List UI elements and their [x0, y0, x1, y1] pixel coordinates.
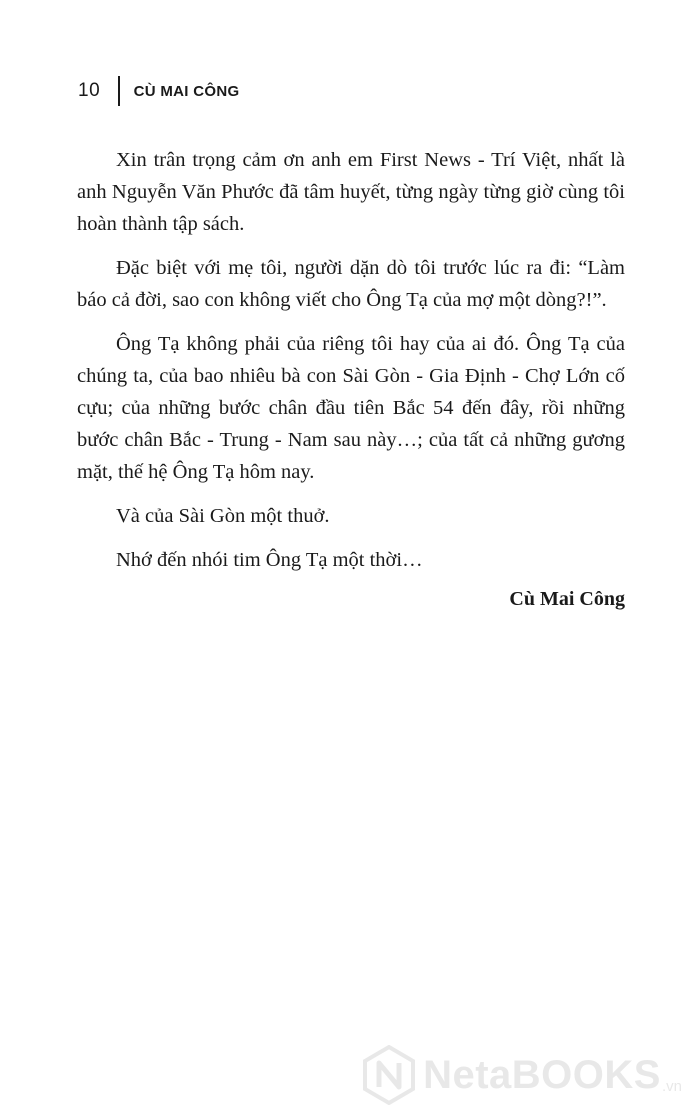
paragraph-closing: Nhớ đến nhói tim Ông Tạ một thời… [116, 549, 423, 571]
author-signature: Cù Mai Công [509, 588, 625, 610]
page-header [78, 76, 239, 106]
paragraph-saigon: Và của Sài Gòn một thuở. [116, 505, 330, 527]
watermark [363, 1045, 682, 1105]
page-number: 10 [78, 80, 101, 101]
paragraph-mother: Đặc biệt với mẹ tôi, người dặn dò tôi trước lúc ra đi: “Làm báo cả đời, sao con không viết cho Ông Tạ của mợ một dòng?!”. [77, 257, 625, 311]
watermark-suffix: .vn [661, 1078, 682, 1095]
paragraph-acknowledgement: Xin trân trọng cảm ơn anh em First News - Trí Việt, nhất là anh Nguyễn Văn Phước đã tâm huyết, từng ngày từng giờ cùng tôi hoàn thành tập sách. [77, 149, 625, 235]
header-divider [118, 76, 120, 106]
page-body [77, 144, 625, 611]
running-head: CÙ MAI CÔNG [133, 82, 240, 100]
paragraph-ong-ta: Ông Tạ không phải của riêng tôi hay của ai đó. Ông Tạ của chúng ta, của bao nhiêu bà con Sài Gòn - Gia Định - Chợ Lớn cố cựu; của những bước chân đầu tiên Bắc 54 đến đây, rồi những bước chân Bắc - Trung - Nam sau này…; của tất cả những gương mặt, thế hệ Ông Tạ hôm nay. [77, 333, 625, 483]
watermark-text: NetaBOOKS [423, 1052, 661, 1097]
netabooks-logo-icon [363, 1045, 415, 1105]
